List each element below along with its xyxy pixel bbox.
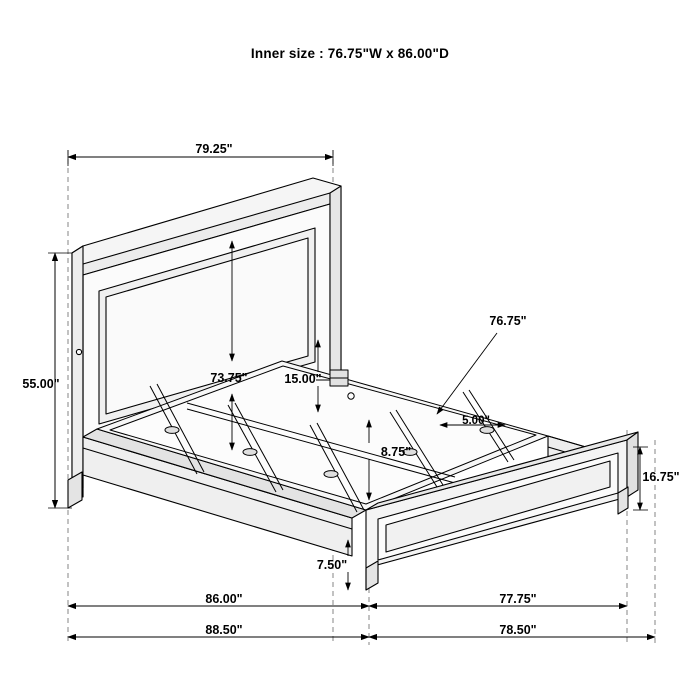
bed-drawing (68, 178, 638, 590)
dim-side-length-inner: 86.00" (205, 592, 243, 606)
dim-footboard-height: 16.75" (642, 470, 680, 484)
page-title: Inner size : 76.75"W x 86.00"D (250, 46, 450, 61)
dim-slat-thickness: 5.00" (462, 415, 490, 427)
dim-headboard-to-rail: 15.00" (284, 372, 322, 386)
dim-headboard-width: 79.25" (195, 142, 233, 156)
dim-footboard-depth: 77.75" (499, 592, 537, 606)
dim-side-length-outer: 88.50" (205, 623, 243, 637)
dim-inner-width: 76.75" (489, 314, 527, 328)
dim-overall-height: 55.00" (22, 377, 60, 391)
dim-deck-height: 8.75" (380, 445, 412, 459)
dim-footboard-clearance: 7.50" (316, 558, 348, 572)
dim-overall-depth: 78.50" (499, 623, 537, 637)
dim-headboard-panel-height: 73.75" (210, 371, 248, 385)
